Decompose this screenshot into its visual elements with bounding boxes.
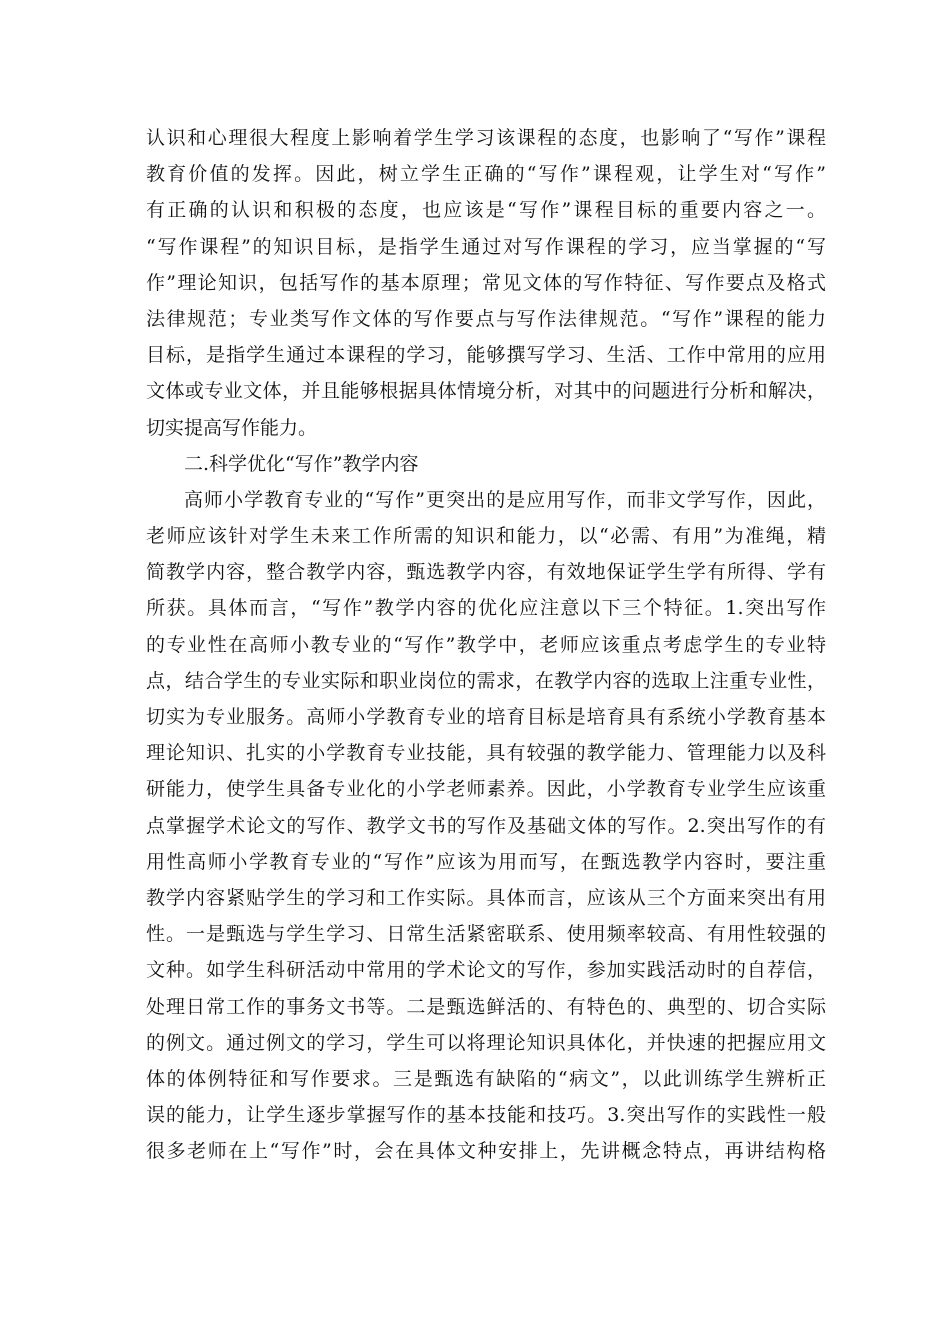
text-line: 切实为专业服务。高师小学教育专业的培育目标是培育具有系统小学教育基本 [146,706,826,728]
text-line: 误的能力，让学生逐步掌握写作的基本技能和技巧。3.突出写作的实践性一般 [146,1104,826,1127]
text-line: 作”理论知识，包括写作的基本原理；常见文体的写作特征、写作要点及格式 [146,271,826,294]
text-line: 所获。具体而言，“写作”教学内容的优化应注意以下三个特征。1.突出写作 [146,597,826,620]
text-line: 文种。如学生科研活动中常用的学术论文的写作，参加实践活动时的自荐信， [146,959,826,982]
text-line: 研能力，使学生具备专业化的小学老师素养。因此，小学教育专业学生应该重 [146,778,826,801]
text-line: 高师小学教育专业的“写作”更突出的是应用写作，而非文学写作，因此， [184,488,826,511]
text-line: 很多老师在上“写作”时，会在具体文种安排上，先讲概念特点，再讲结构格 [146,1140,826,1163]
text-line: 简教学内容，整合教学内容，甄选教学内容，有效地保证学生学有所得、学有 [146,561,826,584]
text-line: 性。一是甄选与学生学习、日常生活紧密联系、使用频率较高、有用性较强的 [146,923,826,946]
text-line: 教学内容紧贴学生的学习和工作实际。具体而言，应该从三个方面来突出有用 [146,886,826,909]
text-line: 教育价值的发挥。因此，树立学生正确的“写作”课程观，让学生对“写作” [146,163,826,186]
text-line: 目标，是指学生通过本课程的学习，能够撰写学习、生活、工作中常用的应用 [146,344,826,367]
document-page [146,120,826,1169]
text-line: 点，结合学生的专业实际和职业岗位的需求，在教学内容的选取上注重专业性， [146,669,826,692]
text-line: 认识和心理很大程度上影响着学生学习该课程的态度，也影响了“写作”课程 [146,127,826,149]
text-line: “写作课程”的知识目标，是指学生通过对写作课程的学习，应当掌握的“写 [146,235,826,258]
text-line: 老师应该针对学生未来工作所需的知识和能力，以“必需、有用”为准绳，精 [146,525,826,548]
paragraph-course-goals [146,120,826,446]
text-line: 用性高师小学教育专业的“写作”应该为用而写，在甄选教学内容时，要注重 [146,850,826,873]
text-line: 体的体例特征和写作要求。三是甄选有缺陷的“病文”，以此训练学生辨析正 [146,1067,826,1090]
section-heading: 二.科学优化“写作”教学内容 [184,452,419,475]
text-line: 有正确的认识和积极的态度，也应该是“写作”课程目标的重要内容之一。 [146,199,826,222]
text-line: 处理日常工作的事务文书等。二是甄选鲜活的、有特色的、典型的、切合实际 [146,995,826,1018]
paragraph-teaching-content [146,482,826,1170]
text-line: 切实提高写作能力。 [146,416,318,439]
text-line: 法律规范；专业类写作文体的写作要点与写作法律规范。“写作”课程的能力 [146,307,826,330]
text-line: 文体或专业文体，并且能够根据具体情境分析，对其中的问题进行分析和解决， [146,380,826,403]
text-line: 的例文。通过例文的学习，学生可以将理论知识具体化，并快速的把握应用文 [146,1031,826,1054]
text-line: 点掌握学术论文的写作、教学文书的写作及基础文体的写作。2.突出写作的有 [146,814,826,837]
text-line: 理论知识、扎实的小学教育专业技能，具有较强的教学能力、管理能力以及科 [146,742,826,765]
text-line: 的专业性在高师小教专业的“写作”教学中，老师应该重点考虑学生的专业特 [146,633,826,656]
